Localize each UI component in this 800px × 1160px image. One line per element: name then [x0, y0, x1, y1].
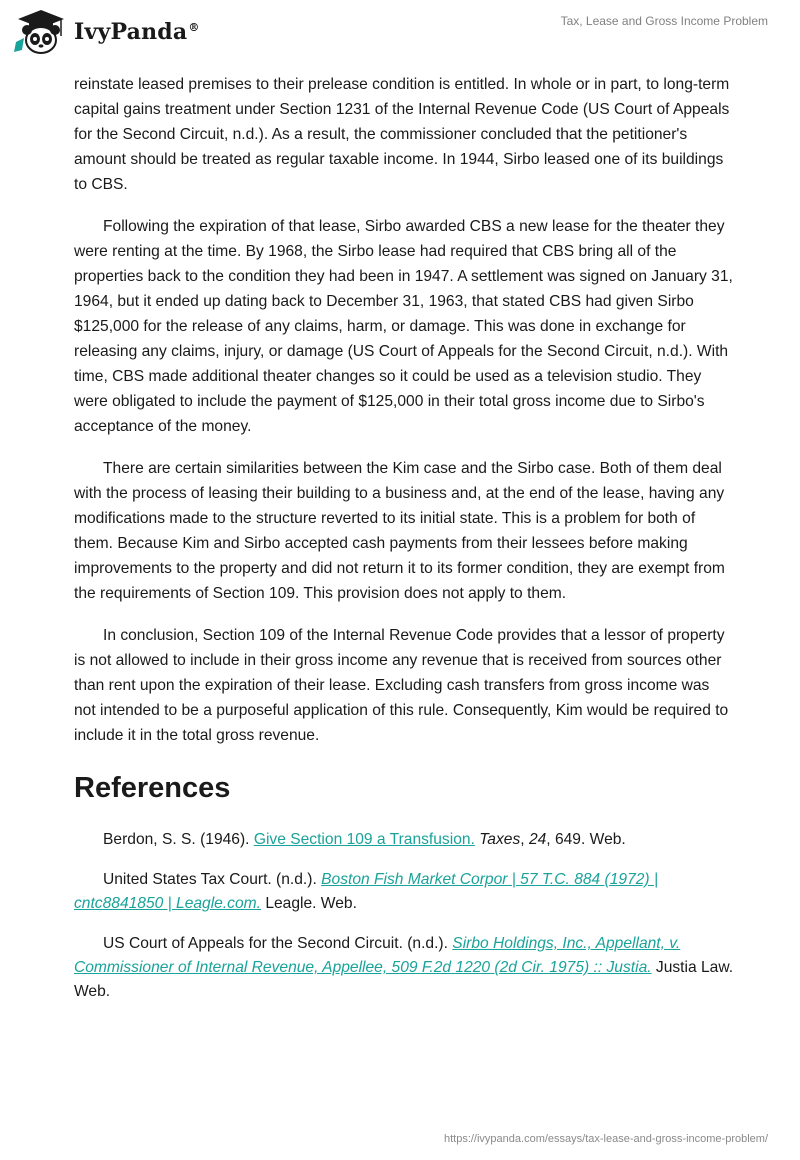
source-url: https://ivypanda.com/essays/tax-lease-and-gross-income-problem/ [443, 1133, 768, 1145]
essay-content [74, 72, 734, 1020]
references-heading: References [74, 772, 231, 804]
page-header [0, 0, 800, 70]
reference-link[interactable]: Give Section 109 a Transfusion. [253, 831, 475, 848]
reference-link[interactable]: Boston Fish Market Corpor | 57 T.C. 884 (1972) | cntc8841850 | Leagle.com. [74, 871, 659, 912]
brand-name: IvyPanda® [74, 19, 200, 45]
brand-logo[interactable] [14, 8, 200, 56]
reference-item: United States Tax Court. (n.d.). Boston Fish Market Corpor | 57 T.C. 884 (1972) | cntc8841850 | Leagle.com. Leagle. Web. [74, 871, 659, 912]
reference-item: US Court of Appeals for the Second Circuit. (n.d.). Sirbo Holdings, Inc., Appellant, v. Commissioner of Internal Revenue, Appellee, 509 F.2d 1220 (2d Cir. 1975) :: Justia. Justia Law. Web. [74, 935, 734, 1000]
body-paragraph: There are certain similarities between the Kim case and the Sirbo case. Both of them deal with the process of leasing their building to a business and, at the end of the lease, having any modifications made to the structure reverted to its initial state. This is a problem for both of them. Because Kim and Sirbo accepted cash payments from their lessees before making improvements to the property and did not return it to its former condition, they are exempt from the requirements of Section 109. This provision does not apply to them. [74, 460, 725, 602]
body-paragraph: In conclusion, Section 109 of the Internal Revenue Code provides that a lessor of property is not allowed to include in their gross income any revenue that is received from sources other than rent upon the expiration of their lease. Excluding cash transfers from gross income was not intended to be a purposeful application of this rule. Consequently, Kim would be required to include it in the total gross revenue. [74, 627, 729, 744]
body-paragraph: Following the expiration of that lease, Sirbo awarded CBS a new lease for the theater they were renting at the time. By 1968, the Sirbo lease had required that CBS bring all of the properties back to the condition they had been in 1947. A settlement was signed on January 31, 1964, but it ended up dating back to December 31, 1963, that stated CBS had given Sirbo $125,000 for the release of any claims, harm, or damage. This was done in exchange for releasing any claims, injury, or damage (US Court of Appeals for the Second Circuit, n.d.). With time, CBS made additional theater changes so it could be used as a television studio. They were obligated to include the payment of $125,000 in their total gross income due to Sirbo's acceptance of the money. [74, 218, 733, 435]
body-paragraph: reinstate leased premises to their prelease condition is entitled. In whole or in part, to long-term capital gains treatment under Section 1231 of the Internal Revenue Code (US Court of Appeals for the Second Circuit, n.d.). As a result, the commissioner concluded that the petitioner's amount should be treated as regular taxable income. In 1944, Sirbo leased one of its buildings to CBS. [74, 76, 730, 193]
reference-link[interactable]: Sirbo Holdings, Inc., Appellant, v. Commissioner of Internal Revenue, Appellee, 509 F.2d 1220 (2d Cir. 1975) :: Justia. [74, 935, 681, 976]
document-title: Tax, Lease and Gross Income Problem [560, 14, 768, 28]
reference-item: Berdon, S. S. (1946). Give Section 109 a Transfusion. Taxes, 24, 649. Web. [103, 831, 626, 848]
panda-graduate-icon [14, 8, 68, 56]
